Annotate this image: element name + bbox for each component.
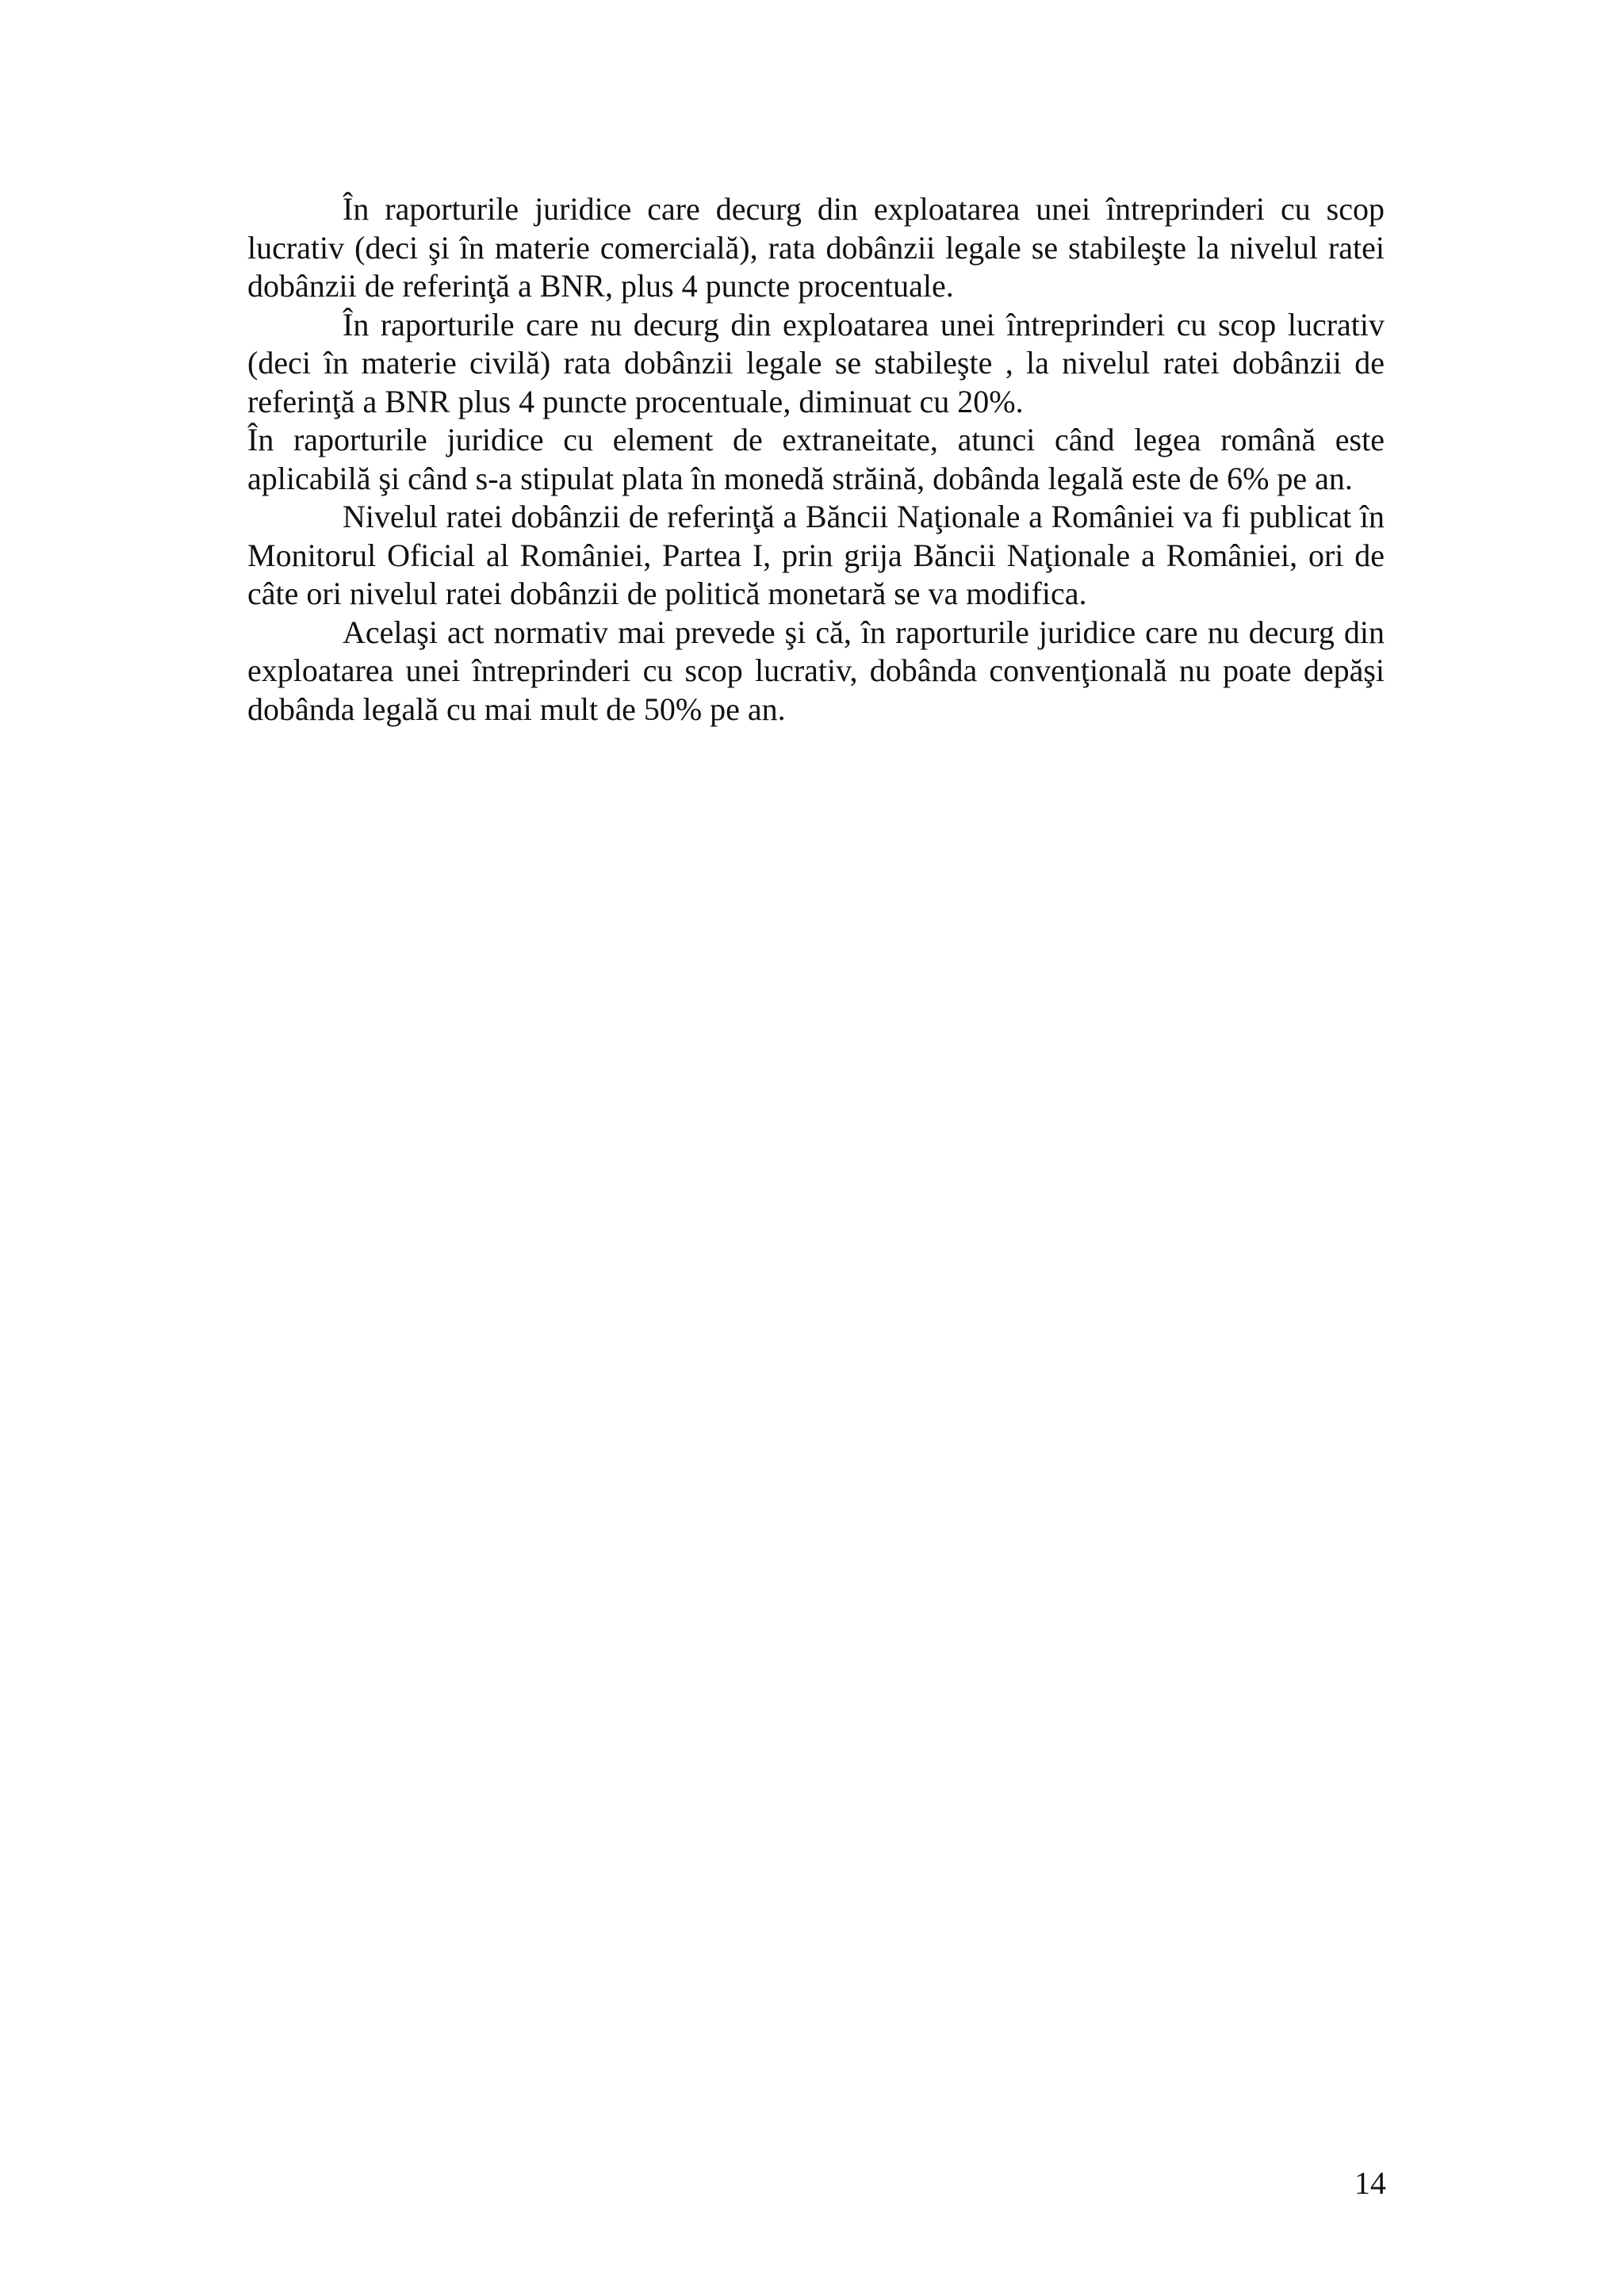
paragraph: Acelaşi act normativ mai prevede şi că, în raporturile juridice care nu decurg din exploatarea unei întreprinderi cu scop lucrativ, dobânda convenţională nu poate depăşi dobânda legală cu mai mult de 50% pe an.: [247, 614, 1385, 727]
paragraph: Nivelul ratei dobânzii de referinţă a Băncii Naţionale a României va fi publicat în Monitorul Oficial al României, Partea I, prin grija Băncii Naţionale a României, ori de câte ori nivelul ratei dobânzii de politică monetară se va modifica.: [247, 499, 1385, 611]
paragraph: În raporturile juridice care decurg din exploatarea unei întreprinderi cu scop lucrativ (deci şi în materie comercială), rata dobânzii legale se stabileşte la nivelul ratei dobânzii de referinţă a BNR, plus 4 puncte procentuale.: [247, 191, 1385, 304]
paragraph: În raporturile juridice cu element de extraneitate, atunci când legea română este aplicabilă şi când s-a stipulat plata în monedă străină, dobânda legală este de 6% pe an.: [247, 422, 1385, 496]
body-text: [247, 190, 1385, 729]
paragraph: În raporturile care nu decurg din exploatarea unei întreprinderi cu scop lucrativ (deci în materie civilă) rata dobânzii legale se stabileşte , la nivelul ratei dobânzii de referinţă a BNR plus 4 puncte procentuale, diminuat cu 20%.: [247, 306, 1385, 419]
page-number: 14: [1354, 2165, 1386, 2201]
